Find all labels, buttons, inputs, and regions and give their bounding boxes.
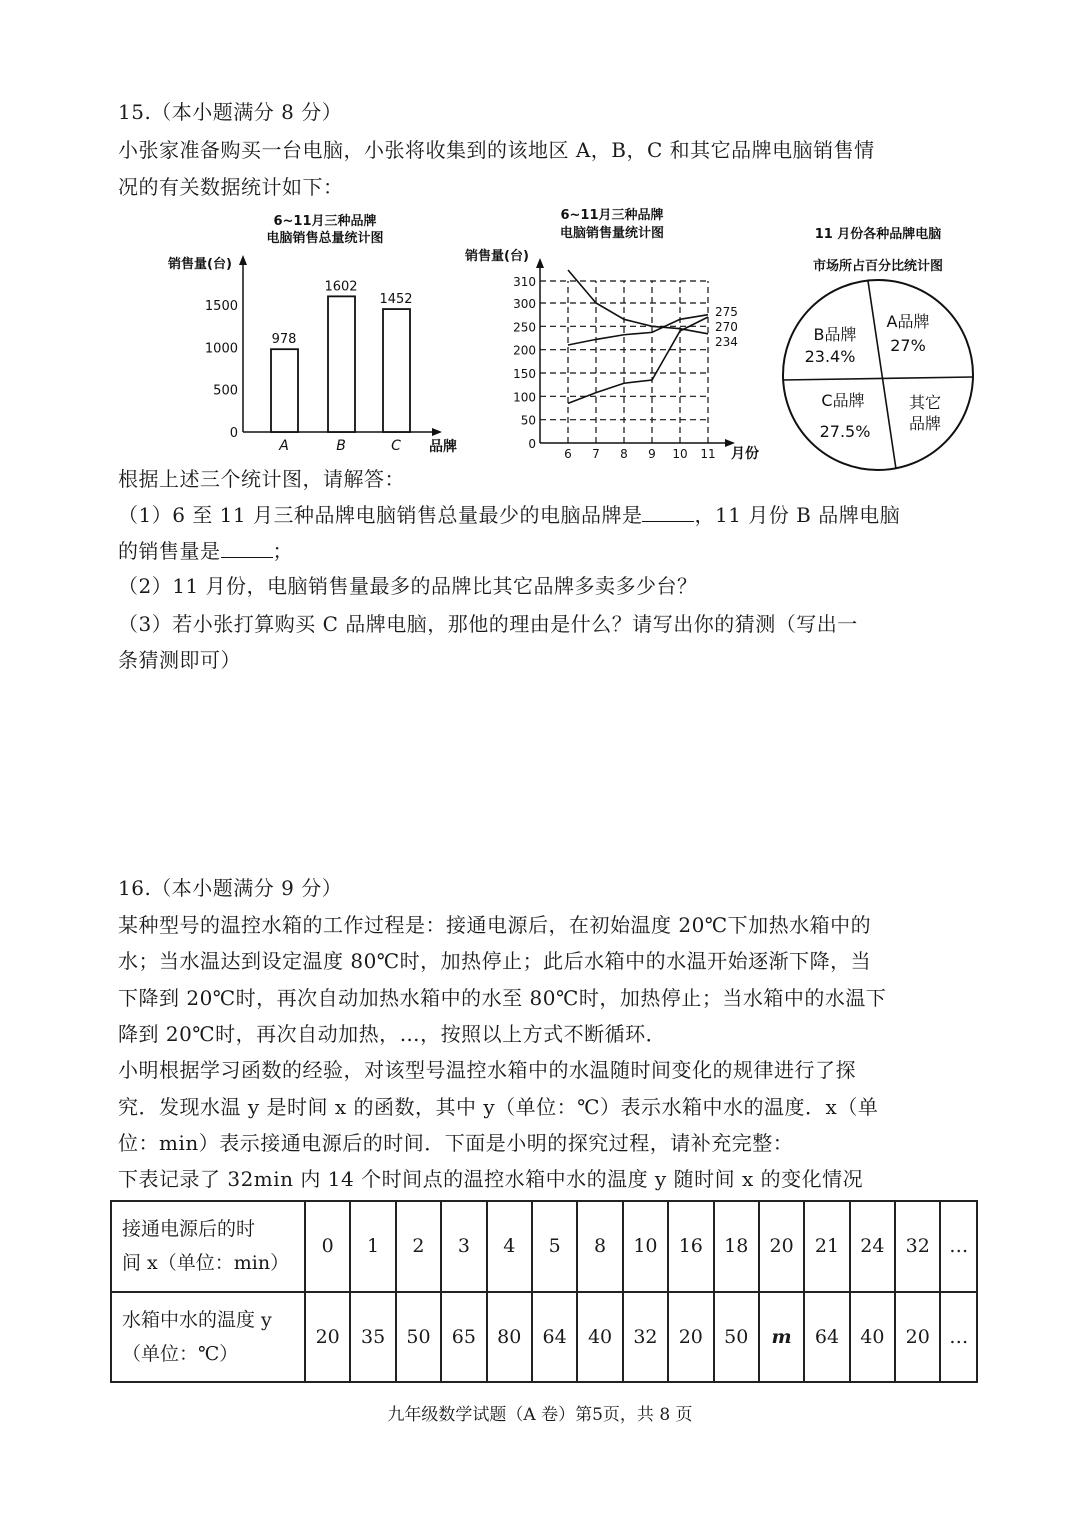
table-row-time [111,1201,977,1292]
temperature-cell: 40 [577,1292,622,1383]
bar [328,296,355,432]
time-cell: 20 [759,1201,804,1292]
bar-value-label: 1452 [379,292,413,308]
y-tick-label: 500 [213,383,238,399]
y-tick-label: 1000 [204,341,238,357]
time-cell: 32 [895,1201,940,1292]
q16-title: 16.（本小题满分 9 分） [118,876,343,900]
time-cell: 4 [487,1201,532,1292]
pie-slice-value: 23.4% [804,347,856,366]
q16-text-line: 降到 20℃时，再次自动加热，…，按照以上方式不断循环． [118,1021,667,1046]
x-tick-label: 6 [564,447,572,461]
temperature-cell: 80 [487,1292,532,1383]
temperature-cell: m [759,1292,804,1383]
q15-prompt: 根据上述三个统计图，请解答： [118,467,405,491]
pie-slice-label: 其它品牌 [908,393,942,433]
y-axis-label: 销售量(台) [465,249,529,264]
q15-question-2: （2）11 月份，电脑销售量最多的品牌比其它品牌多卖多少台？ [118,574,698,598]
temperature-table [110,1200,978,1383]
time-cell: 0 [305,1201,350,1292]
temperature-cell: 64 [532,1292,577,1383]
temperature-cell: 20 [895,1292,940,1383]
chart-title: 11 月份各种品牌电脑 [814,227,942,242]
q16-text-line: 某种型号的温控水箱的工作过程是：接通电源后，在初始温度 20℃下加热水箱中的 [118,913,872,937]
y-tick-label: 150 [513,367,536,381]
time-cell: 16 [668,1201,713,1292]
pie-slice-label: C品牌 [821,391,865,410]
time-cell: 24 [850,1201,895,1292]
q1-text-a: （1）6 至 11 月三种品牌电脑销售总量最少的电脑品牌是 [118,503,643,527]
time-cell: 1 [350,1201,395,1292]
q15-intro-line-2: 况的有关数据统计如下： [118,175,344,199]
q16-text-line: 下表记录了 32min 内 14 个时间点的温控水箱中水的温度 y 随时间 x 的变化情况 [118,1167,864,1192]
q16-text-line: 水；当水温达到设定温度 80℃时，加热停止；此后水箱中的水温开始逐渐下降，当 [118,949,872,974]
q15-intro-line-1: 小张家准备购买一台电脑，小张将收集到的该地区 A，B，C 和其它品牌电脑销售情 [118,138,875,162]
y-tick-label: 100 [513,390,536,405]
q15-title: 15.（本小题满分 8 分） [118,100,343,124]
time-cell: 18 [714,1201,759,1292]
temperature-cell: … [940,1292,977,1383]
pie-slice-label: B品牌 [813,325,857,344]
series-end-label: 275 [715,305,738,319]
temperature-cell: 50 [714,1292,759,1383]
x-tick-label: 7 [592,447,600,461]
y-axis-label: 销售量(台) [168,257,232,272]
x-tick-label: A [279,438,289,454]
pie-slice-value: 27% [890,336,926,355]
x-tick-label: 8 [620,447,628,461]
bar [271,349,298,432]
charts-area [0,0,1080,480]
q15-question-3: （3）若小张打算购买 C 品牌电脑，那他的理由是什么？请写出你的猜测（写出一 [118,612,858,636]
y-tick-label: 50 [520,413,536,428]
q16-text-line: 究．发现水温 y 是时间 x 的函数，其中 y（单位：℃）表示水箱中水的温度．x（单 [118,1094,879,1119]
temperature-cell: 32 [623,1292,668,1383]
q15-question-1 [118,499,900,528]
q16-text-line: 位：min）表示接通电源后的时间．下面是小明的探究过程，请补充完整： [118,1130,794,1155]
y-tick-label: 0 [229,426,238,441]
header-line: （单位：℃） [122,1342,239,1365]
q1-text-c: 的销售量是 [118,539,221,563]
temperature-cell: 35 [350,1292,395,1383]
pie-slice-label: A品牌 [886,312,930,331]
x-tick-label: C [391,438,401,454]
chart-title: 电脑销售量统计图 [559,226,665,241]
answer-blank-2[interactable] [221,539,273,558]
axis-arrow-icon [432,428,442,436]
series-line-1 [568,270,708,334]
y-tick-label: 1500 [204,299,238,314]
y-tick-label: 250 [513,320,536,335]
axis-arrow-icon [239,255,247,265]
page-footer: 九年级数学试题（A 卷）第5页，共 8 页 [387,1405,693,1425]
axis-arrow-icon [536,258,544,268]
y-tick-label: 310 [513,275,536,289]
time-cell: 5 [532,1201,577,1292]
x-tick-label: 11 [700,447,716,461]
answer-blank-1[interactable] [642,503,694,522]
header-line: 水箱中水的温度 y [122,1308,272,1331]
q1-text-d: ； [272,539,293,563]
bar [383,309,410,432]
q16-text-line: 小明根据学习函数的经验，对该型号温控水箱中的水温随时间变化的规律进行了探 [118,1058,856,1083]
x-axis-label: 月份 [731,446,759,462]
time-cell: 10 [623,1201,668,1292]
header-line: 接通电源后的时 [122,1218,256,1241]
q16-text-line: 下降到 20℃时，再次自动加热水箱中的水至 80℃时，加热停止；当水箱中的水温下 [118,985,887,1010]
temperature-cell: 40 [850,1292,895,1383]
chart-title: 市场所占百分比统计图 [812,259,944,274]
row-header-temperature [111,1292,305,1383]
series-end-label: 270 [715,320,738,334]
q15-question-3-cont: 条猜测即可） [118,648,241,672]
y-tick-label: 0 [528,437,536,451]
x-tick-label: B [336,438,346,454]
q1-text-b: ，11 月份 B 品牌电脑 [694,503,901,527]
bar-value-label: 978 [271,332,297,348]
time-cell: … [940,1201,977,1292]
row-header-time [111,1201,305,1292]
x-tick-label: 9 [648,447,656,461]
bar-value-label: 1602 [324,279,358,295]
temperature-cell: 20 [668,1292,713,1383]
y-tick-label: 200 [513,343,536,358]
chart-title: 6~11月三种品牌 [560,208,664,223]
chart-title: 电脑销售总量统计图 [266,231,384,246]
header-line: 间 x（单位：min） [122,1252,290,1275]
series-end-label: 234 [715,335,738,349]
x-tick-label: 10 [672,447,688,461]
chart-title: 6~11月三种品牌 [273,214,377,229]
time-cell: 3 [441,1201,486,1292]
q15-question-1-cont [118,535,293,564]
time-cell: 2 [396,1201,441,1292]
time-cell: 21 [804,1201,849,1292]
temperature-cell: 64 [804,1292,849,1383]
y-tick-label: 300 [513,297,536,311]
pie-slice-value: 27.5% [819,422,871,441]
time-cell: 8 [577,1201,622,1292]
x-axis-label: 品牌 [429,439,457,455]
temperature-cell: 65 [441,1292,486,1383]
temperature-cell: 50 [396,1292,441,1383]
temperature-cell: 20 [305,1292,350,1383]
pie-circle [783,280,973,470]
table-row-temperature [111,1292,977,1383]
